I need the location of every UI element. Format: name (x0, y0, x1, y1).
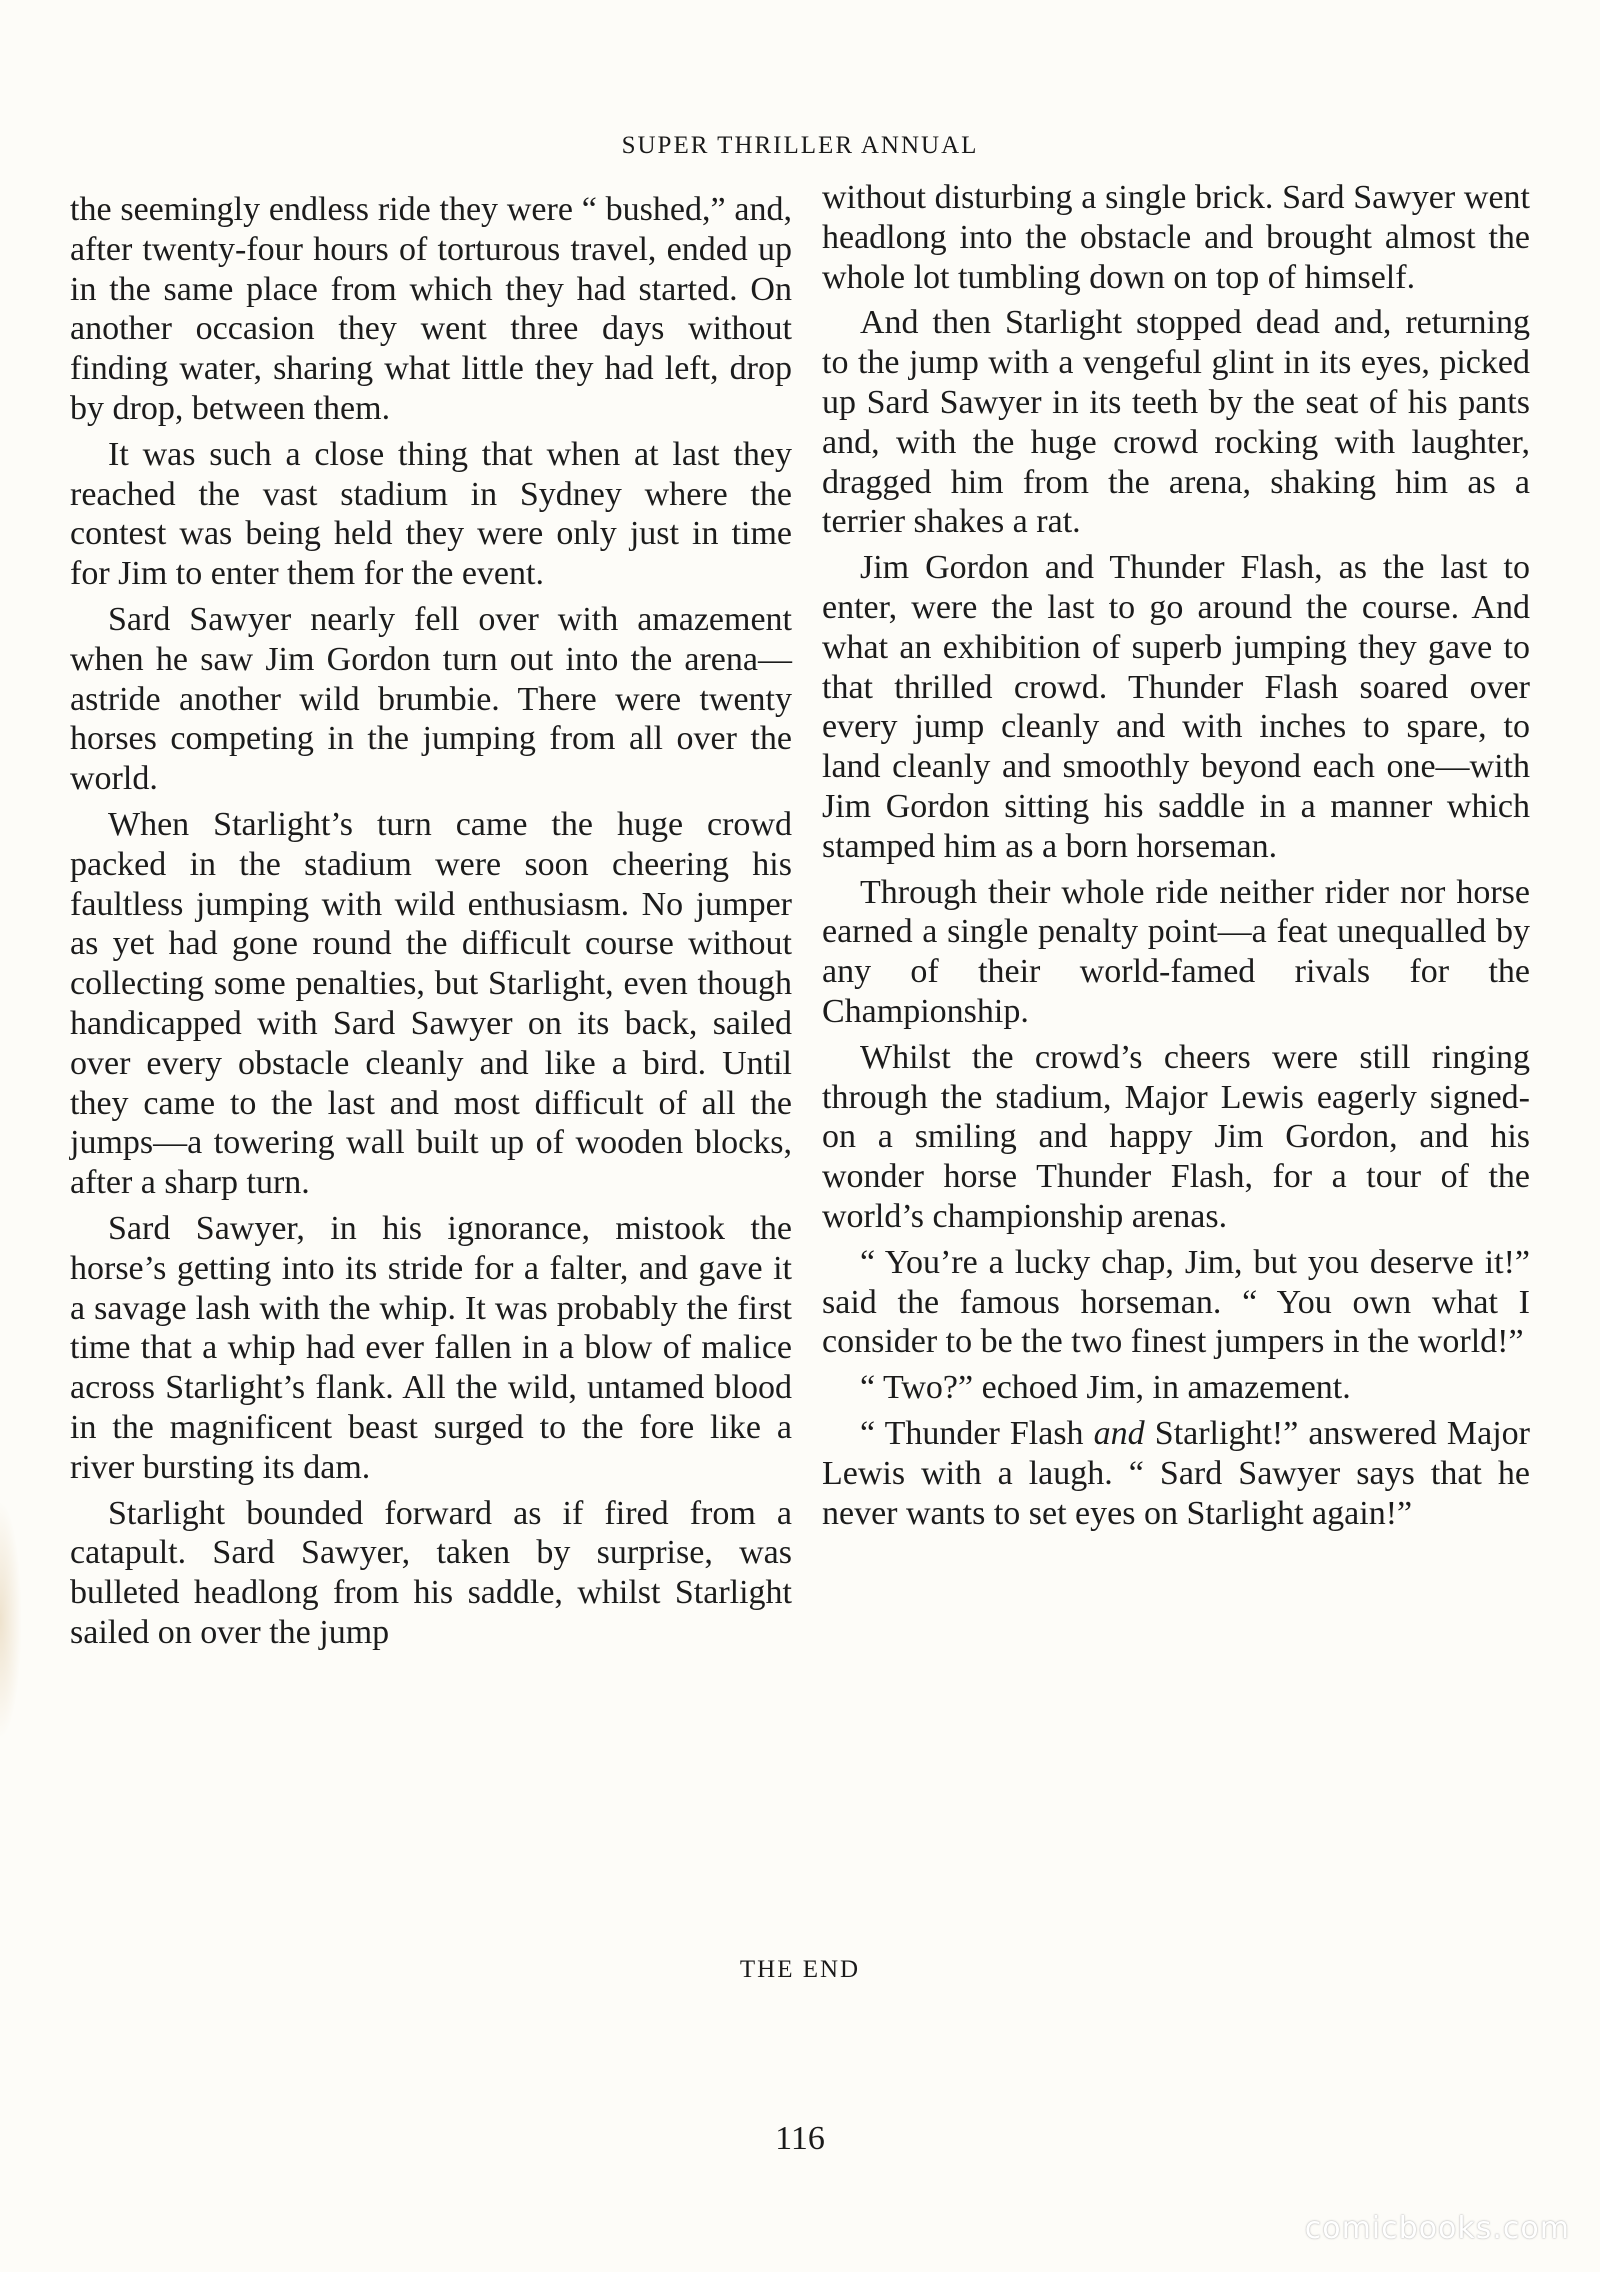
paragraph: “ Two?” echoed Jim, in amazement. (860, 1369, 1351, 1407)
paragraph: Whilst the crowd’s cheers were still ringing through the stadium, Major Lewis eagerly signed-on a smiling and happy Jim Gordon, and his wonder horse Thunder Flash, for a tour of the world’s championship arenas. (822, 1038, 1530, 1235)
paragraph: “ You’re a lucky chap, Jim, but you deserve it!” said the famous horseman. “ You own what I consider to be the two finest jumpers in the world!” (822, 1243, 1530, 1361)
paper-stain (0, 1500, 22, 1740)
paragraph: Sard Sawyer nearly fell over with amazement when he saw Jim Gordon turn out into the arena—astride another wild brumbie. There were twenty horses competing in the jumping from all over the world. (70, 600, 792, 798)
paragraph: Starlight bounded forward as if fired from a catapult. Sard Sawyer, taken by surprise, was bulleted headlong from his saddle, whilst Starlight sailed on over the jump (70, 1494, 792, 1651)
paragraph: Through their whole ride neither rider nor horse earned a single penalty point—a feat unequalled by any of their world-famed rivals for the Championship. (822, 873, 1530, 1030)
paragraph: without disturbing a single brick. Sard Sawyer went headlong into the obstacle and brought almost the whole lot tumbling down on top of himself. (822, 179, 1530, 296)
dialogue-close: Starlight!” answered Major Lewis with a laugh. “ Sard Sawyer says that he never wants to set eyes on Starlight again!” (822, 1414, 1530, 1532)
paragraph: And then Starlight stopped dead and, returning to the jump with a vengeful glint in its eyes, picked up Sard Sawyer in its teeth by the seat of his pants and, with the huge crowd rocking with laughter, dragged him from the arena, shaking him as a terrier shakes a rat. (822, 304, 1530, 541)
paragraph: Jim Gordon and Thunder Flash, as the last to enter, were the last to go around the course. And what an exhibition of superb jumping they gave to that thrilled crowd. Thunder Flash soared over every jump cleanly and with inches to spare, to land cleanly and smoothly beyond each one—with Jim Gordon sitting his saddle in a manner which stamped him as a born horseman. (822, 549, 1530, 865)
paragraph: It was such a close thing that when at last they reached the vast stadium in Sydney where the contest was being held they were only just in time for Jim to enter them for the event. (70, 435, 792, 593)
paragraph: the seemingly endless ride they were “ bushed,” and, after twenty-four hours of torturous travel, ended up in the same place from which they had started. On another occasion they went three days without finding water, sharing what little they had left, drop by drop, between them. (70, 191, 792, 427)
page-number: 116 (775, 2120, 825, 2157)
the-end-mark: THE END (739, 1956, 861, 1983)
paragraph: When Starlight’s turn came the huge crowd packed in the stadium were soon cheering his faultless jumping with wild enthusiasm. No jumper as yet had gone round the difficult course without collecting some penalties, but Starlight, even though handicapped with Sard Sawyer on its back, sailed over every obstacle cleanly and like a bird. Until they came to the last and most difficult of all the jumps—a towering wall built up of wooden blocks, after a sharp turn. (70, 805, 792, 1202)
dialogue-open: “ Thunder Flash (860, 1414, 1094, 1452)
right-column (822, 178, 1530, 1539)
italic-word: and (1093, 1414, 1145, 1452)
left-column (70, 190, 792, 1659)
running-title: SUPER THRILLER ANNUAL (621, 132, 979, 159)
watermark: comicbooks.com (1304, 2211, 1570, 2246)
paragraph-final (822, 1414, 1530, 1533)
paragraph: Sard Sawyer, in his ignorance, mistook the horse’s getting into its stride for a falter, and gave it a savage lash with the whip. It was probably the first time that a whip had ever fallen in a blow of malice across Starlight’s flank. All the wild, untamed blood in the magnificent beast surged to the fore like a river bursting its dam. (70, 1209, 792, 1486)
